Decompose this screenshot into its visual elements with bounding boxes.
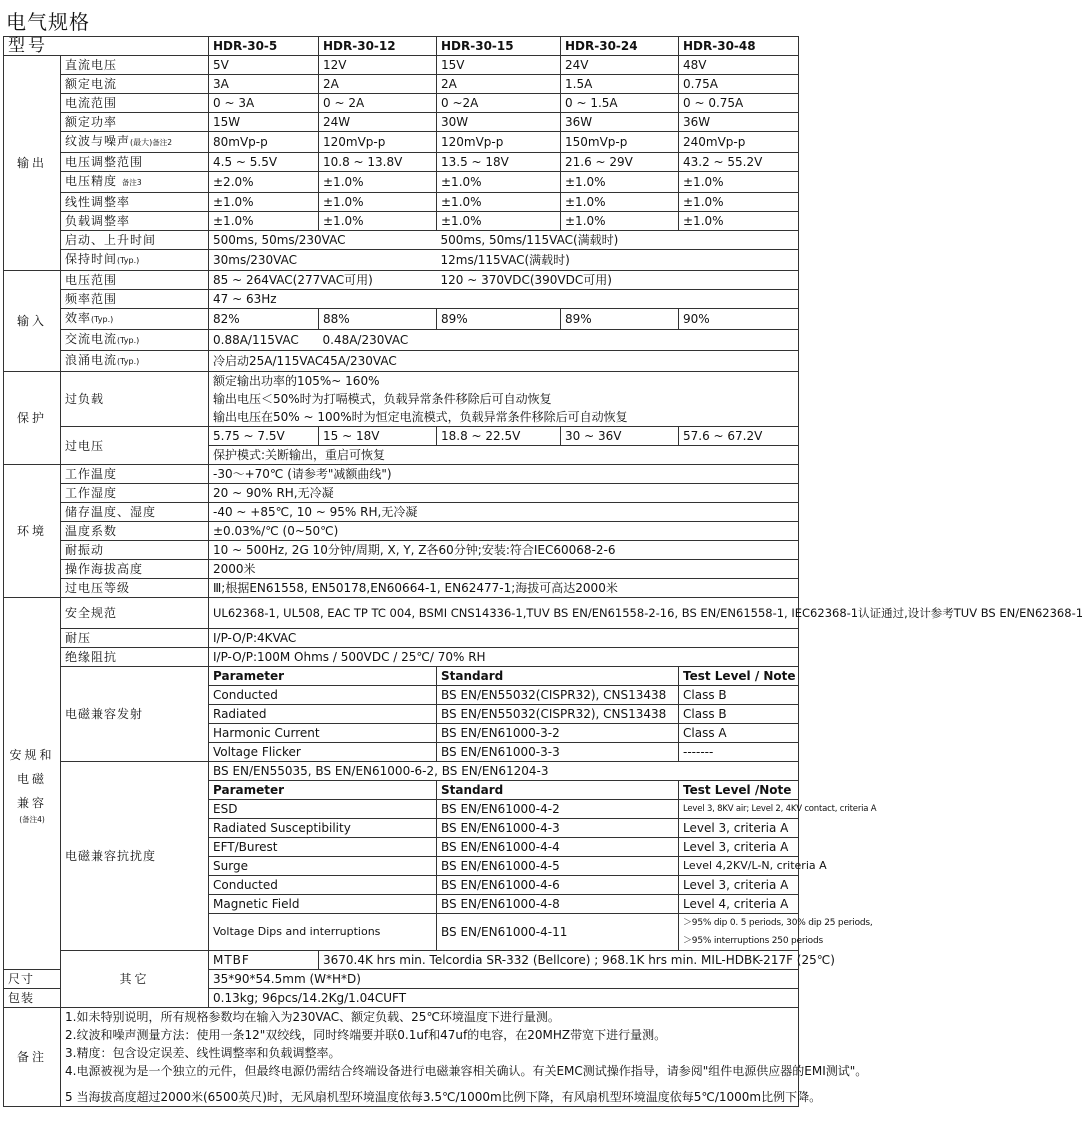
ems-parameter: Surge [209,857,437,876]
param-label-text: 浪涌电流 [65,353,118,367]
ems-standard: BS EN/EN61000-4-8 [437,895,679,914]
remark-line: 5 当海拔高度超过2000米(6500英尺)时，无风扇机型环境温度依每3.5℃/1000m比例下降，有风扇机型环境温度依每5℃/1000m比例下降。 [65,1090,822,1104]
param-label: 电磁兼容抗扰度 [61,762,209,951]
environment-row [4,484,799,503]
category-others: 其它 [61,951,209,1008]
spec-value: ±1.0% [209,212,319,231]
environment-row [4,560,799,579]
param-label: 电压调整范围 [61,153,209,172]
output-row [4,113,799,132]
remark-line: 1.如未特别说明，所有规格参数均在输入为230VAC、额定负载、25℃环境温度下进行量测。 [65,1010,560,1024]
input-row [4,271,799,290]
spec-value: 45A/230VAC [319,351,799,372]
output-row [4,231,799,250]
emi-column-header: Test Level / Note [679,667,799,686]
spec-value: ±1.0% [319,172,437,193]
spec-value: 120mVp-p [319,132,437,153]
emi-level: Class B [679,686,799,705]
spec-value: 0.48A/230VAC [319,330,799,351]
param-sub: (Typ.) [91,315,114,324]
param-label: 启动、上升时间 [61,231,209,250]
spec-value: 43.2 ~ 55.2V [679,153,799,172]
spec-value: 20 ~ 90% RH,无冷凝 [209,484,799,503]
spec-value: 0 ~ 3A [209,94,319,113]
input-row [4,351,799,372]
spec-value: 120mVp-p [437,132,561,153]
param-label: 包装 [4,989,61,1008]
spec-value: ±1.0% [679,193,799,212]
model-name: HDR-30-24 [561,37,679,56]
param-label: 尺寸 [4,970,61,989]
model-header-row [4,37,799,56]
spec-value: 24W [319,113,437,132]
param-label [61,172,209,193]
param-label: 绝缘阻抗 [61,648,209,667]
safety-row [4,648,799,667]
param-label: 耐压 [61,629,209,648]
spec-value: ±1.0% [679,172,799,193]
model-name: HDR-30-15 [437,37,561,56]
ems-column-header: Standard [437,781,679,800]
spec-value: ±1.0% [561,193,679,212]
ems-level: Level 4, criteria A [679,895,799,914]
spec-value: 3670.4K hrs min. Telcordia SR-332 (Bellcore) ; 968.1K hrs min. MIL-HDBK-217F (25℃) [319,951,799,970]
spec-value: 额定输出功率的105%~ 160% [209,372,799,391]
spec-value: 1.5A [561,75,679,94]
emi-parameter: Radiated [209,705,437,724]
param-label: 温度系数 [61,522,209,541]
spec-value: 2A [437,75,561,94]
emi-parameter: Voltage Flicker [209,743,437,762]
spec-value: 15 ~ 18V [319,427,437,446]
emi-standard: BS EN/EN61000-3-2 [437,724,679,743]
param-note: 备注3 [121,178,142,187]
spec-value: ±1.0% [319,193,437,212]
param-label: 直流电压 [61,56,209,75]
emi-column-header: Standard [437,667,679,686]
category-line: 兼容 [16,795,47,810]
param-label [61,132,209,153]
param-label [61,250,209,271]
spec-value: 35*90*54.5mm (W*H*D) [209,970,799,989]
emi-standard: BS EN/EN55032(CISPR32), CNS13438 [437,705,679,724]
spec-value: 0 ~ 2A [319,94,437,113]
spec-value: 30W [437,113,561,132]
spec-value: ±1.0% [561,172,679,193]
remark-gap [65,1080,794,1088]
spec-value: 冷启动25A/115VAC [209,351,319,372]
spec-value: ±0.03%/℃ (0~50℃) [209,522,799,541]
spec-value: ±1.0% [437,212,561,231]
spec-value: 18.8 ~ 22.5V [437,427,561,446]
category-output: 输出 [4,56,61,271]
spec-value: 15V [437,56,561,75]
spec-value: 120 ~ 370VDC(390VDC可用) [437,271,799,290]
param-label [61,330,209,351]
param-label-text: 保持时间 [65,252,118,266]
param-label-text: 交流电流 [65,332,118,346]
input-row [4,309,799,330]
emi-level: ------- [679,743,799,762]
ems-level: Level 3, 8KV air; Level 2, 4KV contact, criteria A [679,800,799,819]
environment-row [4,579,799,598]
ems-column-header: Parameter [209,781,437,800]
input-row [4,330,799,351]
spec-value: 48V [679,56,799,75]
emi-header-row [4,667,799,686]
emi-parameter: Conducted [209,686,437,705]
ems-standard: BS EN/EN61000-4-2 [437,800,679,819]
ems-parameter: Voltage Dips and interruptions [209,914,437,951]
spec-value: 47 ~ 63Hz [209,290,799,309]
remark-line: 4.电源被视为是一个独立的元件，但最终电源仍需结合终端设备进行电磁兼容相关确认。有关EMC测试操作指导，请参阅"组件电源供应器的EMI测试"。 [65,1064,868,1078]
protection-row [4,372,799,391]
remark-line: 2.纹波和噪声测量方法：使用一条12"双绞线，同时终端要并联0.1uf和47uf的电容，在20MHZ带宽下进行量测。 [65,1028,667,1042]
spec-value: 0 ~ 1.5A [561,94,679,113]
param-label: 工作湿度 [61,484,209,503]
ems-standard: BS EN/EN61000-4-11 [437,914,679,951]
spec-value: 36W [561,113,679,132]
ems-level: Level 3, criteria A [679,838,799,857]
spec-value: 82% [209,309,319,330]
spec-value: 输出电压＜50%时为打嗝模式，负载异常条件移除后可自动恢复 [209,390,799,408]
category-environment: 环境 [4,465,61,598]
spec-value: 4.5 ~ 5.5V [209,153,319,172]
spec-value: -30～+70℃ (请参考"减额曲线") [209,465,799,484]
spec-value: 10 ~ 500Hz, 2G 10分钟/周期, X, Y, Z各60分钟;安装:符合IEC60068-2-6 [209,541,799,560]
ems-level: ＞95% dip 0. 5 periods, 30% dip 25 periods, [679,914,799,933]
spec-value: 0.13kg; 96pcs/14.2Kg/1.04CUFT [209,989,799,1008]
spec-value: 0.88A/115VAC [209,330,319,351]
output-row [4,250,799,271]
param-label: 频率范围 [61,290,209,309]
param-label: 操作海拔高度 [61,560,209,579]
spec-value: 89% [561,309,679,330]
output-row [4,212,799,231]
spec-value: 15W [209,113,319,132]
spec-value: 0 ~ 0.75A [679,94,799,113]
spec-value: 90% [679,309,799,330]
param-label: 过电压 [61,427,209,465]
category-protection: 保护 [4,372,61,465]
others-row [4,951,799,970]
category-line: 安规和 [9,747,55,762]
param-label: MTBF [209,951,319,970]
emi-parameter: Harmonic Current [209,724,437,743]
model-name: HDR-30-48 [679,37,799,56]
param-sub: (最大) [130,138,153,147]
ems-column-header: Test Level /Note [679,781,799,800]
param-sub: (Typ.) [117,256,140,265]
spec-value: 5V [209,56,319,75]
spec-value: I/P-O/P:4KVAC [209,629,799,648]
remarks-text [61,1008,868,1107]
param-sub: (Typ.) [117,336,140,345]
spec-value: 30ms/230VAC [209,250,437,271]
spec-value: ±1.0% [679,212,799,231]
spec-value: ±1.0% [209,193,319,212]
output-row [4,132,799,153]
spec-value: 2000米 [209,560,799,579]
spec-value: 85 ~ 264VAC(277VAC可用) [209,271,437,290]
spec-value: 36W [679,113,799,132]
param-label: 耐振动 [61,541,209,560]
ems-parameter: EFT/Burest [209,838,437,857]
param-label: 额定功率 [61,113,209,132]
spec-value: 500ms, 50ms/230VAC [209,231,437,250]
input-row [4,290,799,309]
spec-value: 80mVp-p [209,132,319,153]
spec-value: 2A [319,75,437,94]
spec-value: ±1.0% [437,193,561,212]
param-label-text: 纹波与噪声 [65,134,131,148]
environment-row [4,503,799,522]
category-note: (备注4) [19,814,45,824]
output-row [4,75,799,94]
safety-row [4,629,799,648]
param-label-text: 电压精度 [65,174,118,188]
spec-value: 57.6 ~ 67.2V [679,427,799,446]
spec-value: ±2.0% [209,172,319,193]
spec-value: 10.8 ~ 13.8V [319,153,437,172]
category-remarks: 备注 [4,1008,61,1107]
param-label: 额定电流 [61,75,209,94]
spec-value: 12V [319,56,437,75]
param-label: 过电压等级 [61,579,209,598]
environment-row [4,465,799,484]
spec-value: 13.5 ~ 18V [437,153,561,172]
spec-value: 12ms/115VAC(满载时) [437,250,799,271]
spec-value: I/P-O/P:100M Ohms / 500VDC / 25℃/ 70% RH [209,648,799,667]
ems-level: ＞95% interruptions 250 periods [679,932,799,951]
ems-level: Level 4,2KV/L-N, criteria A [679,857,799,876]
emi-standard: BS EN/EN55032(CISPR32), CNS13438 [437,686,679,705]
spec-value: 输出电压在50% ~ 100%时为恒定电流模式，负载异常条件移除后可自动恢复 [209,408,799,427]
ems-general-standards: BS EN/EN55035, BS EN/EN61000-6-2, BS EN/EN61204-3 [209,762,799,781]
param-label: 过负载 [61,372,209,427]
category-input: 输入 [4,271,61,372]
safety-row [4,598,799,629]
param-label [61,309,209,330]
ems-parameter: ESD [209,800,437,819]
spec-value: 500ms, 50ms/115VAC(满载时) [437,231,799,250]
protection-row [4,427,799,446]
model-label: 型号 [4,37,209,56]
spec-value: ±1.0% [561,212,679,231]
ems-level: Level 3, criteria A [679,876,799,895]
spec-value: 88% [319,309,437,330]
model-name: HDR-30-5 [209,37,319,56]
param-label: 电流范围 [61,94,209,113]
spec-value: UL62368-1, UL508, EAC TP TC 004, BSMI CNS14336-1,TUV BS EN/EN61558-2-16, BS EN/EN61558-1, IEC62368-1认证通过,设计参考TUV BS EN/EN62368-1 [209,598,799,629]
ems-parameter: Conducted [209,876,437,895]
spec-value: 0.75A [679,75,799,94]
environment-row [4,541,799,560]
doc-title: 电气规格 [6,10,90,34]
param-sub: (Typ.) [117,357,140,366]
param-label: 安全规范 [61,598,209,629]
ems-parameter: Radiated Susceptibility [209,819,437,838]
spec-value: 24V [561,56,679,75]
spec-value: ±1.0% [437,172,561,193]
ems-level: Level 3, criteria A [679,819,799,838]
emi-column-header: Parameter [209,667,437,686]
spec-value: -40 ~ +85℃, 10 ~ 95% RH,无冷凝 [209,503,799,522]
param-label: 工作温度 [61,465,209,484]
spec-value: 保护模式:关断输出，重启可恢复 [209,446,799,465]
param-label: 负载调整率 [61,212,209,231]
output-row [4,193,799,212]
output-row [4,172,799,193]
emi-level: Class A [679,724,799,743]
ems-standard: BS EN/EN61000-4-6 [437,876,679,895]
spec-value: 0 ~2A [437,94,561,113]
environment-row [4,522,799,541]
spec-value: 21.6 ~ 29V [561,153,679,172]
emi-standard: BS EN/EN61000-3-3 [437,743,679,762]
spec-table [3,36,1083,1107]
spec-value: 89% [437,309,561,330]
ems-standard: BS EN/EN61000-4-3 [437,819,679,838]
param-label [61,351,209,372]
ems-general-row [4,762,799,781]
param-label-text: 效率 [65,311,92,325]
param-label: 储存温度、湿度 [61,503,209,522]
category-line: 电磁 [16,771,47,786]
emi-level: Class B [679,705,799,724]
ems-standard: BS EN/EN61000-4-5 [437,857,679,876]
ems-standard: BS EN/EN61000-4-4 [437,838,679,857]
param-label: 线性调整率 [61,193,209,212]
param-label: 电压范围 [61,271,209,290]
spec-value: 30 ~ 36V [561,427,679,446]
spec-value: ±1.0% [319,212,437,231]
spec-value: 3A [209,75,319,94]
param-note: 备注2 [152,138,173,147]
remark-line: 3.精度：包含设定误差、线性调整率和负载调整率。 [65,1046,341,1060]
spec-value: 150mVp-p [561,132,679,153]
param-label: 电磁兼容发射 [61,667,209,762]
spec-value: 240mVp-p [679,132,799,153]
remarks-row [4,1008,799,1107]
output-row [4,56,799,75]
ems-parameter: Magnetic Field [209,895,437,914]
category-safety-emc [4,598,61,970]
output-row [4,94,799,113]
output-row [4,153,799,172]
spec-value: Ⅲ;根据EN61558, EN50178,EN60664-1, EN62477-1;海拔可高达2000米 [209,579,799,598]
spec-value: 5.75 ~ 7.5V [209,427,319,446]
model-name: HDR-30-12 [319,37,437,56]
